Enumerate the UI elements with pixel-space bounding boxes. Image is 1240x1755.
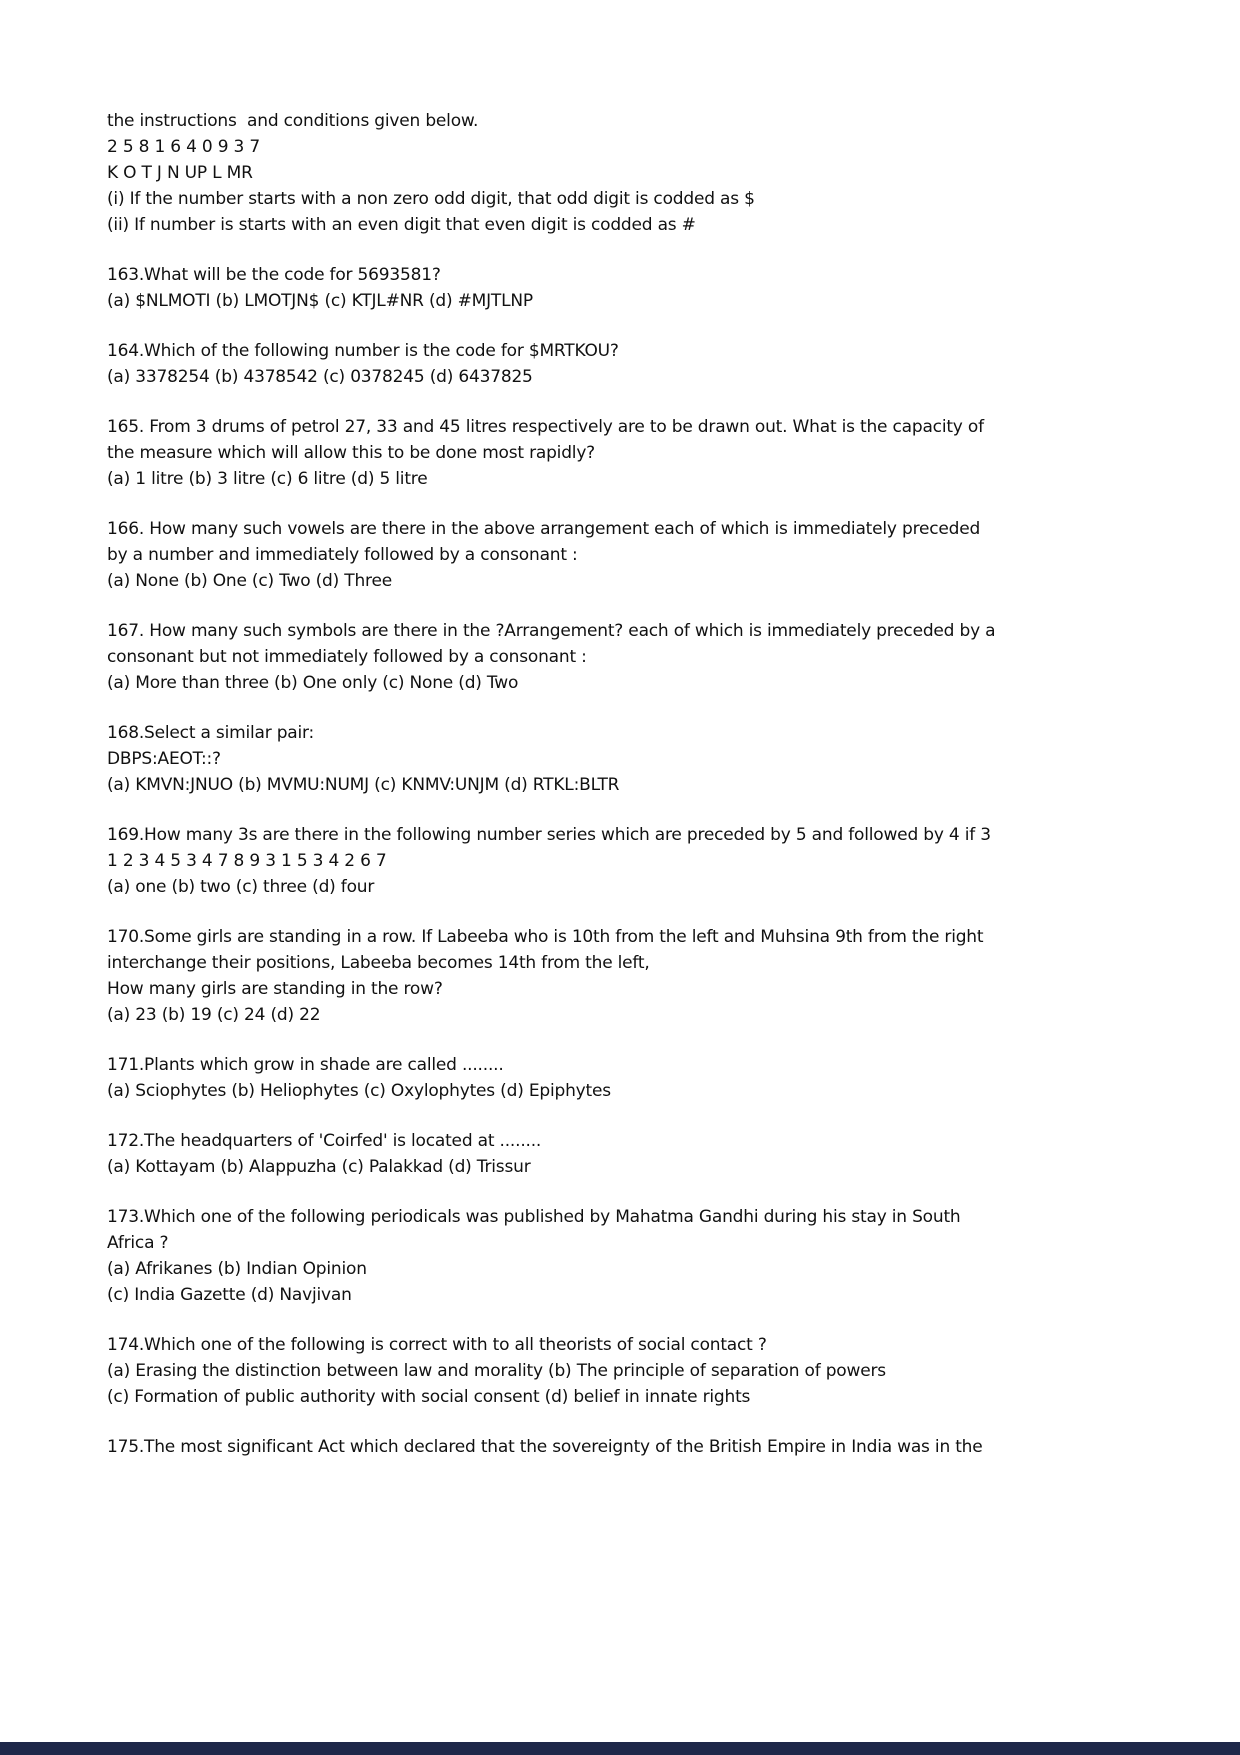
question-text: 171.Plants which grow in shade are called ........ bbox=[107, 1055, 504, 1075]
question-options: (a) Sciophytes (b) Heliophytes (c) Oxylophytes (d) Epiphytes bbox=[107, 1081, 611, 1101]
intro-condition-i: (i) If the number starts with a non zero odd digit, that odd digit is codded as $ bbox=[107, 189, 755, 209]
question-options: (a) one (b) two (c) three (d) four bbox=[107, 877, 375, 897]
question-text: 164.Which of the following number is the code for $MRTKOU? bbox=[107, 341, 619, 361]
question-options: (a) 3378254 (b) 4378542 (c) 0378245 (d) 6437825 bbox=[107, 367, 533, 387]
question-options: (a) More than three (b) One only (c) None (d) Two bbox=[107, 673, 519, 693]
question-text: 169.How many 3s are there in the following number series which are preceded by 5 and followed by 4 if 3 bbox=[107, 825, 991, 845]
question-text: 174.Which one of the following is correct with to all theorists of social contact ? bbox=[107, 1335, 767, 1355]
question-175 bbox=[107, 1434, 1190, 1460]
question-169 bbox=[107, 822, 1190, 900]
question-163 bbox=[107, 262, 1190, 314]
question-number-series: 1 2 3 4 5 3 4 7 8 9 3 1 5 3 4 2 6 7 bbox=[107, 851, 387, 871]
question-text: 168.Select a similar pair: bbox=[107, 723, 315, 743]
intro-number-series: 2 5 8 1 6 4 0 9 3 7 bbox=[107, 137, 260, 157]
question-options: (a) Erasing the distinction between law and morality (b) The principle of separation of powers bbox=[107, 1361, 886, 1381]
question-text: Africa ? bbox=[107, 1233, 169, 1253]
question-text: by a number and immediately followed by a consonant : bbox=[107, 545, 578, 565]
question-text: 173.Which one of the following periodicals was published by Mahatma Gandhi during his stay in South bbox=[107, 1207, 961, 1227]
question-text: 175.The most significant Act which declared that the sovereignty of the British Empire in India was in the bbox=[107, 1437, 983, 1457]
question-options: (a) KMVN:JNUO (b) MVMU:NUMJ (c) KNMV:UNJM (d) RTKL:BLTR bbox=[107, 775, 620, 795]
question-text: interchange their positions, Labeeba becomes 14th from the left, bbox=[107, 953, 650, 973]
intro-condition-ii: (ii) If number is starts with an even digit that even digit is codded as # bbox=[107, 215, 696, 235]
question-167 bbox=[107, 618, 1190, 696]
question-options: (a) None (b) One (c) Two (d) Three bbox=[107, 571, 392, 591]
question-165 bbox=[107, 414, 1190, 492]
question-164 bbox=[107, 338, 1190, 390]
question-options: (a) 23 (b) 19 (c) 24 (d) 22 bbox=[107, 1005, 321, 1025]
question-text: How many girls are standing in the row? bbox=[107, 979, 443, 999]
question-text: 163.What will be the code for 5693581? bbox=[107, 265, 441, 285]
question-options: (c) Formation of public authority with social consent (d) belief in innate rights bbox=[107, 1387, 751, 1407]
question-166 bbox=[107, 516, 1190, 594]
question-options: (a) $NLMOTI (b) LMOTJN$ (c) KTJL#NR (d) #MJTLNP bbox=[107, 291, 533, 311]
question-text: DBPS:AEOT::? bbox=[107, 749, 221, 769]
question-options: (a) 1 litre (b) 3 litre (c) 6 litre (d) 5 litre bbox=[107, 469, 428, 489]
question-171 bbox=[107, 1052, 1190, 1104]
question-168 bbox=[107, 720, 1190, 798]
question-173 bbox=[107, 1204, 1190, 1308]
intro-line: the instructions and conditions given below. bbox=[107, 111, 479, 131]
question-174 bbox=[107, 1332, 1190, 1410]
question-options: (c) India Gazette (d) Navjivan bbox=[107, 1285, 352, 1305]
question-text: the measure which will allow this to be done most rapidly? bbox=[107, 443, 596, 463]
question-text: 165. From 3 drums of petrol 27, 33 and 45 litres respectively are to be drawn out. What is the capacity of bbox=[107, 417, 984, 437]
question-text: 166. How many such vowels are there in the above arrangement each of which is immediately preceded bbox=[107, 519, 981, 539]
question-text: 170.Some girls are standing in a row. If Labeeba who is 10th from the left and Muhsina 9th from the right bbox=[107, 927, 984, 947]
question-options: (a) Afrikanes (b) Indian Opinion bbox=[107, 1259, 367, 1279]
footer-bar bbox=[0, 1742, 1240, 1755]
question-170 bbox=[107, 924, 1190, 1028]
question-172 bbox=[107, 1128, 1190, 1180]
question-options: (a) Kottayam (b) Alappuzha (c) Palakkad (d) Trissur bbox=[107, 1157, 531, 1177]
intro-letter-series: K O T J N UP L MR bbox=[107, 163, 253, 183]
intro-block bbox=[107, 108, 1190, 238]
question-text: 172.The headquarters of 'Coirfed' is located at ........ bbox=[107, 1131, 542, 1151]
question-text: 167. How many such symbols are there in the ?Arrangement? each of which is immediately preceded by a bbox=[107, 621, 996, 641]
question-text: consonant but not immediately followed by a consonant : bbox=[107, 647, 587, 667]
